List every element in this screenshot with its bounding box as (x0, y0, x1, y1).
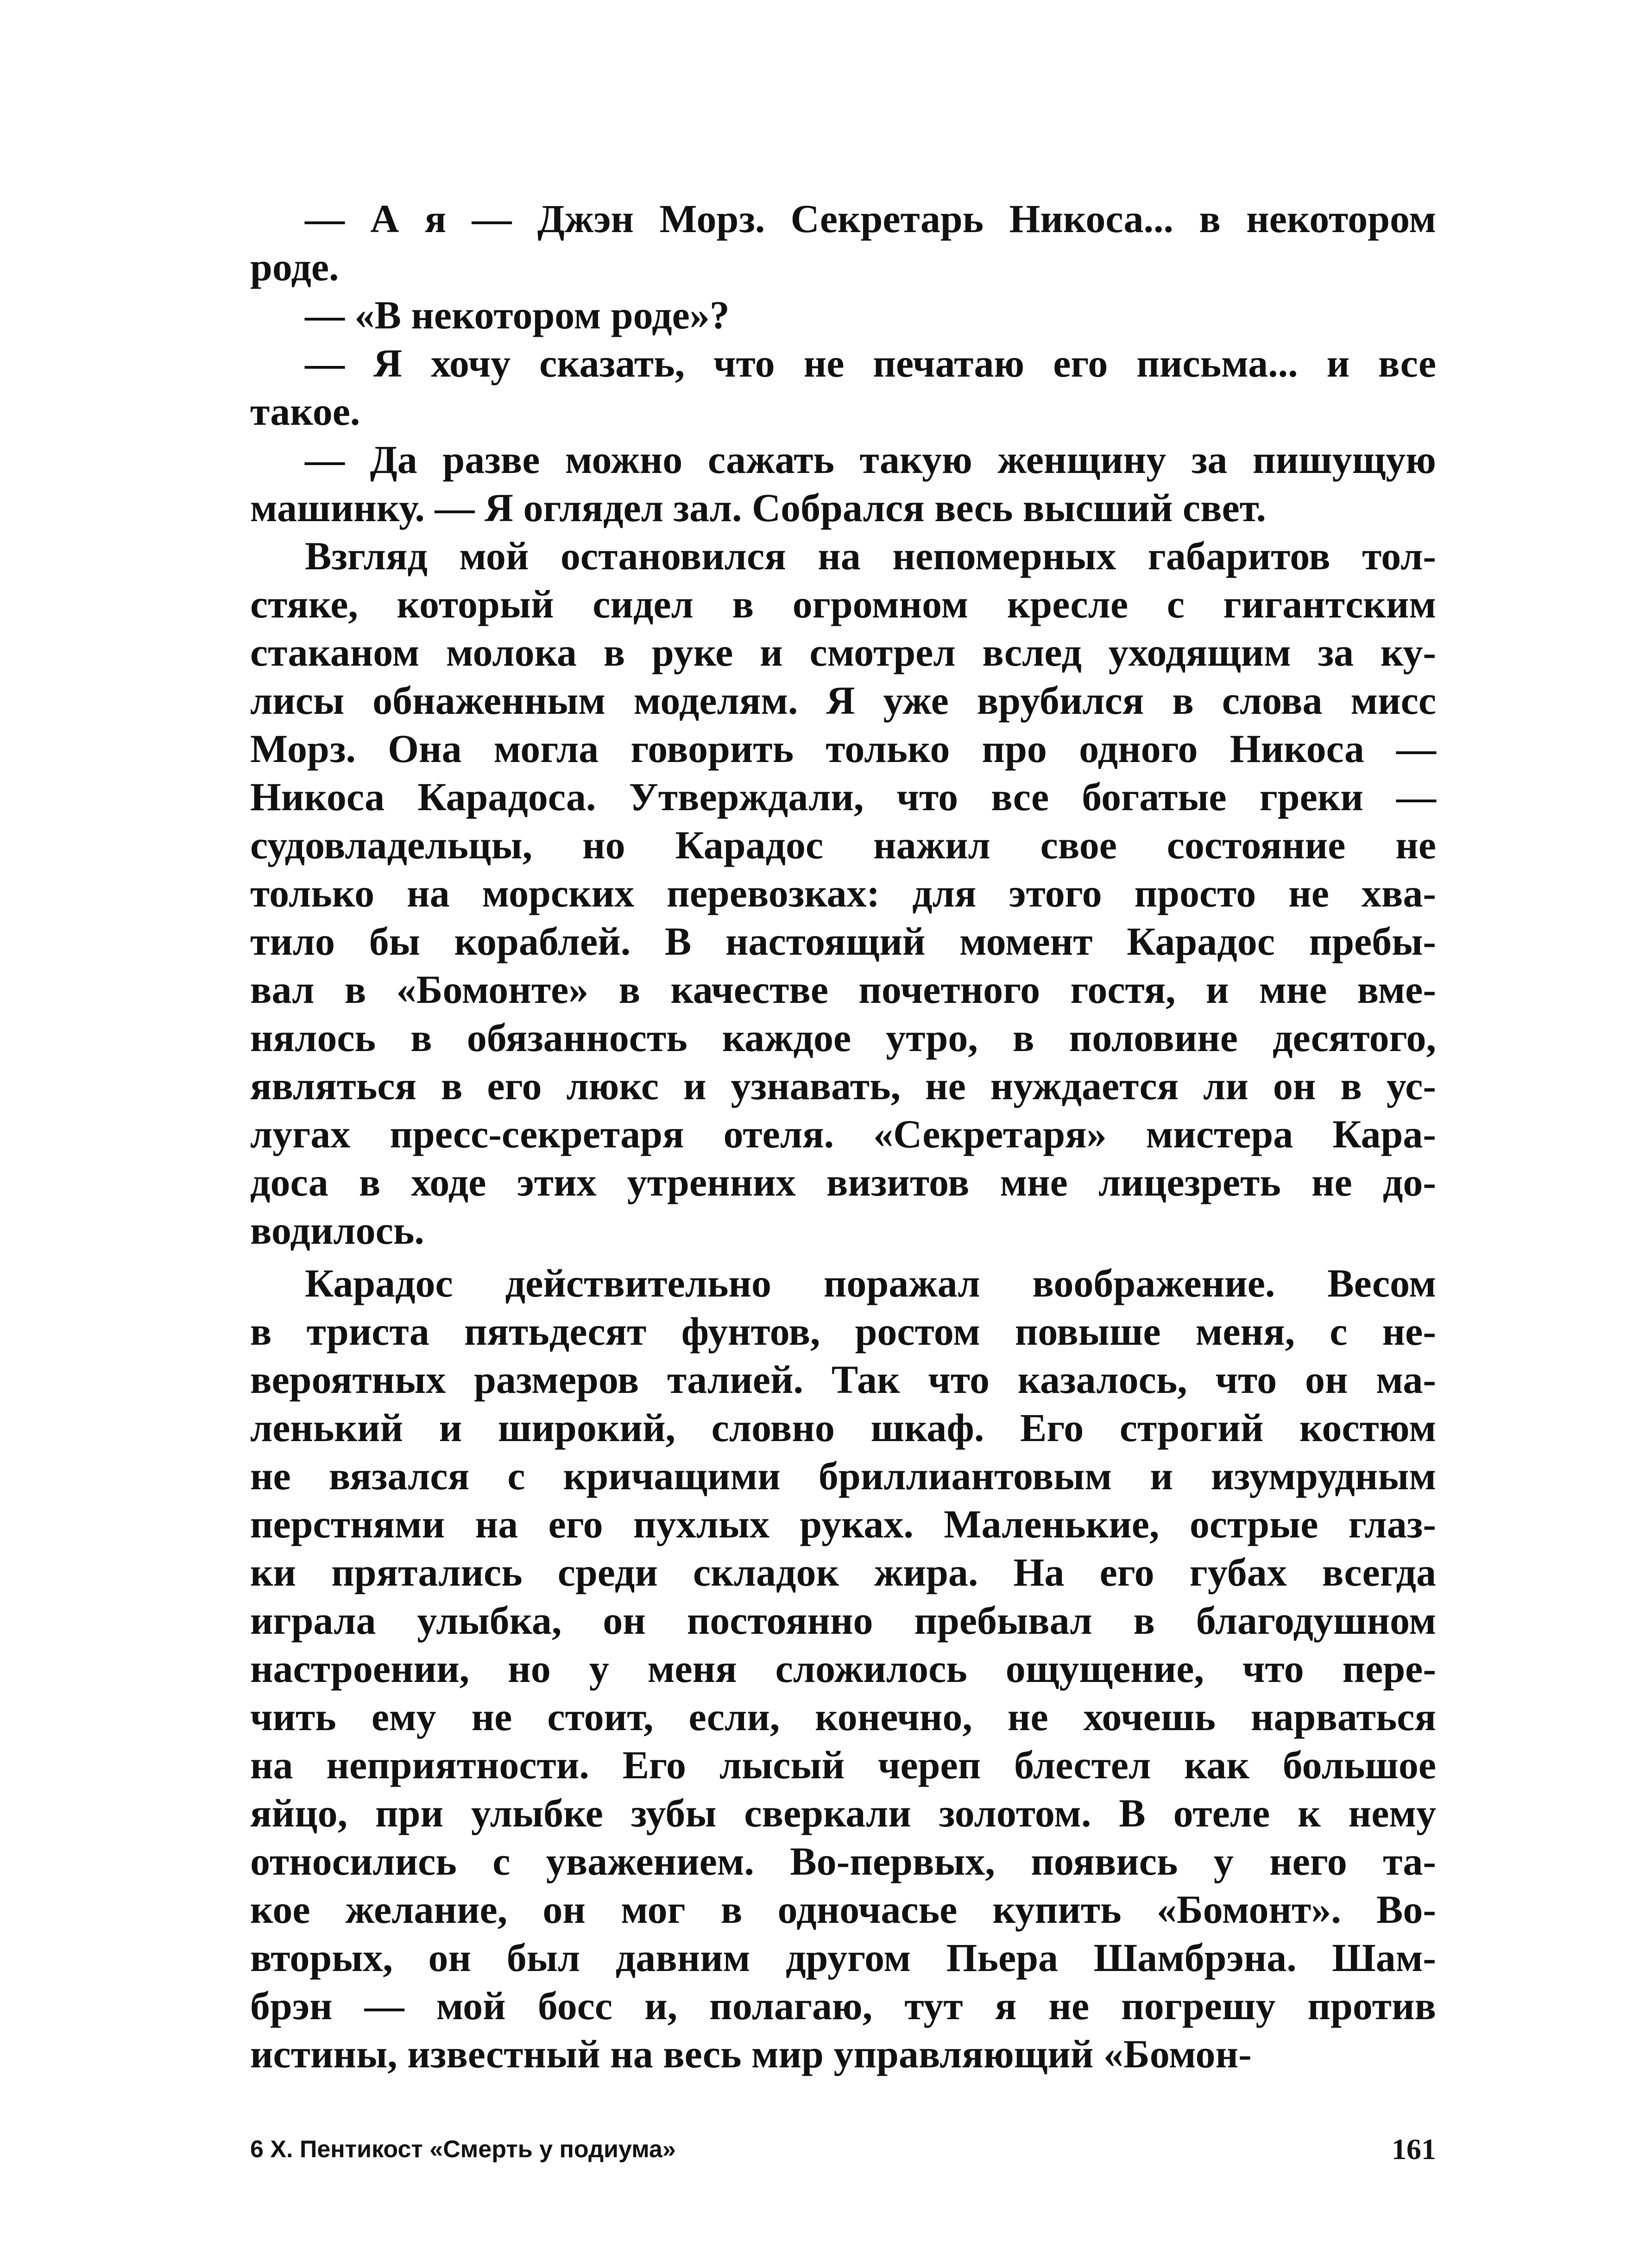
text-line: относились с уважением. Во-первых, появись у него та- (250, 1839, 1436, 1883)
text-line: вероятных размеров талией. Так что казалось, что он ма- (250, 1357, 1436, 1402)
text-line: машинку. — Я оглядел зал. Собрался весь высший свет. (250, 485, 1266, 530)
text-line: вал в «Бомонте» в качестве почетного гостя, и мне вме- (250, 967, 1436, 1012)
text-line: брэн — мой босс и, полагаю, тут я не погрешу против (250, 1984, 1436, 2028)
signature-mark: 6 Х. Пентикост «Смерть у подиума» (250, 2136, 676, 2163)
text-line: не вязался с кричащими бриллиантовым и изумрудным (250, 1454, 1436, 1498)
text-line: настроении, но у меня сложилось ощущение, что пере- (250, 1646, 1436, 1691)
text-line: стаканом молока в руке и смотрел вслед уходящим за ку- (250, 630, 1436, 674)
text-line: вторых, он был давним другом Пьера Шамбрэна. Шам- (250, 1935, 1436, 1980)
text-line: тило бы кораблей. В настоящий момент Карадос пребы- (250, 919, 1436, 963)
text-line: роде. (250, 245, 339, 289)
text-line: — Да разве можно сажать такую женщину за пишущую (305, 437, 1436, 482)
text-line: такое. (250, 389, 360, 434)
text-line: ки прятались среди складок жира. На его губах всегда (250, 1550, 1436, 1594)
text-line: — «В некотором роде»? (305, 293, 730, 337)
text-line: чить ему не стоит, если, конечно, не хочешь нарваться (250, 1694, 1436, 1739)
text-line: — Я хочу сказать, что не печатаю его письма... и все (305, 341, 1436, 385)
text-line: играла улыбка, он постоянно пребывал в благодушном (250, 1598, 1436, 1643)
text-line: Морз. Она могла говорить только про одного Никоса — (250, 726, 1436, 771)
text-line: кое желание, он мог в одночасье купить «Бомонт». Во- (250, 1887, 1436, 1932)
page-number: 161 (1392, 2133, 1436, 2166)
text-line: Взгляд мой остановился на непомерных габаритов тол- (305, 534, 1436, 578)
text-line: ленький и широкий, словно шкаф. Его строгий костюм (250, 1405, 1436, 1450)
text-line: яйцо, при улыбке зубы сверкали золотом. В отеле к нему (250, 1791, 1436, 1835)
text-line: водилось. (250, 1208, 424, 1253)
text-line: только на морских перевозках: для этого просто не хва- (250, 871, 1436, 915)
text-line: — А я — Джэн Морз. Секретарь Никоса... в некотором (305, 196, 1436, 241)
text-line: перстнями на его пухлых руках. Маленькие, острые глаз- (250, 1502, 1436, 1546)
book-page (250, 195, 1436, 2210)
text-line: на неприятности. Его лысый череп блестел как большое (250, 1743, 1436, 1787)
text-line: стяке, который сидел в огромном кресле с гигантским (250, 582, 1436, 626)
text-line: являться в его люкс и узнавать, не нуждается ли он в ус- (250, 1064, 1436, 1108)
text-line: доса в ходе этих утренних визитов мне лицезреть не до- (250, 1160, 1436, 1204)
page-footer (250, 2131, 1436, 2168)
text-line: нялось в обязанность каждое утро, в половине десятого, (250, 1015, 1436, 1060)
text-line: судовладельцы, но Карадос нажил свое состояние не (250, 823, 1436, 867)
text-line: лугах пресс-секретаря отеля. «Секретаря» мистера Кара- (250, 1112, 1436, 1156)
text-line: в триста пятьдесят фунтов, ростом повыше меня, с не- (250, 1309, 1436, 1354)
text-line: лисы обнаженным моделям. Я уже врубился в слова мисс (250, 678, 1436, 723)
text-line: Никоса Карадоса. Утверждали, что все богатые греки — (250, 775, 1436, 819)
text-line: истины, известный на весь мир управляющий «Бомон- (250, 2032, 1252, 2076)
text-line: Карадос действительно поражал воображение. Весом (305, 1261, 1436, 1305)
